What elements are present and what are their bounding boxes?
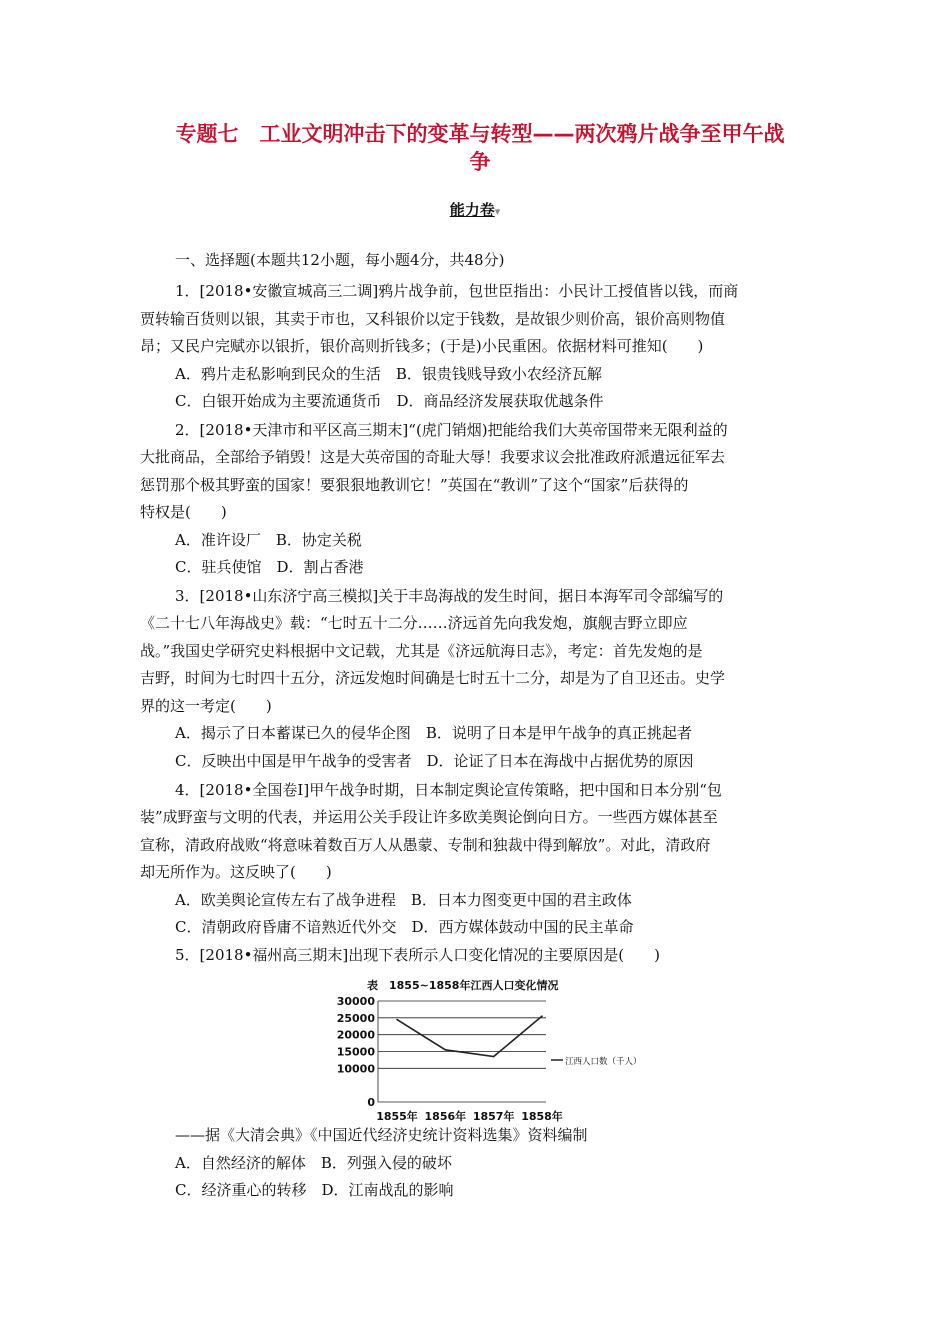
chart-legend bbox=[551, 1056, 642, 1067]
population-line-chart bbox=[330, 976, 650, 1126]
chart-series bbox=[396, 1015, 543, 1057]
page-title-line2: 争 bbox=[469, 150, 491, 174]
q1-options-cd: C．白银开始成为主要流通货币 D．商品经济发展获取优越条件 bbox=[175, 392, 604, 410]
data-point bbox=[541, 1015, 543, 1017]
x-tick-label: 1857年 bbox=[472, 1110, 515, 1123]
q1-options-ab: A．鸦片走私影响到民众的生活 B．银贵钱贱导致小农经济瓦解 bbox=[175, 365, 602, 383]
chart-y-axis bbox=[337, 995, 376, 1109]
y-tick-label: 20000 bbox=[336, 1028, 375, 1042]
data-point bbox=[493, 1056, 495, 1058]
q4-line: 装”成野蛮与文明的代表，并运用公关手段让许多欧美舆论倒向日方。一些西方媒体甚至 bbox=[140, 808, 718, 826]
q3-line: 3．[2018•山东济宁高三模拟]关于丰岛海战的发生时间，据日本海军司令部编写的 bbox=[175, 587, 724, 605]
chart-x-axis bbox=[376, 1109, 563, 1123]
q5-source: ——据《大清会典》《中国近代经济史统计资料选集》资料编制 bbox=[175, 1126, 588, 1144]
q2-line: 惩罚那个极其野蛮的国家！要狠狠地教训它！”英国在“教训”了这个“国家”后获得的 bbox=[140, 476, 689, 494]
q2-line: 2．[2018•天津市和平区高三期末]“(虎门销烟)把能给我们大英帝国带来无限利益的 bbox=[175, 421, 728, 439]
y-tick-label: 0 bbox=[367, 1096, 375, 1109]
section-heading: 一、选择题(本题共12小题，每小题4分，共48分) bbox=[175, 251, 505, 269]
q4-line: 4．[2018•全国卷Ⅰ]甲午战争时期，日本制定舆论宣传策略，把中国和日本分别“包 bbox=[175, 781, 722, 799]
q1-line: 1．[2018•安徽宣城高三二调]鸦片战争前，包世臣指出：小民计工授值皆以钱，而商 bbox=[175, 282, 739, 300]
triangle-marker-icon: ▾ bbox=[494, 205, 501, 218]
q4-options-ab: A．欧美舆论宣传左右了战争进程 B．日本力图变更中国的君主政体 bbox=[175, 891, 632, 909]
q2-line: 大批商品，全部给予销毁！这是大英帝国的奇耻大辱！我要求议会批准政府派遣远征军去 bbox=[140, 448, 726, 466]
data-point bbox=[445, 1049, 447, 1051]
q1-line: 贾转输百货则以银，其卖于市也，又科银价以定于钱数，是故银少则价高，银价高则物值 bbox=[140, 310, 726, 328]
q1-line: 昂；又民户完赋亦以银折，银价高则折钱多；(于是)小民重困。依据材料可推知( ) bbox=[140, 337, 704, 355]
data-point bbox=[396, 1019, 398, 1021]
series-line bbox=[397, 1016, 542, 1056]
q3-line: 战。”我国史学研究史料根据中文记载，尤其是《济远航海日志》，考定：首先发炮的是 bbox=[140, 642, 703, 660]
q2-options-ab: A．准许设厂 B．协定关税 bbox=[175, 531, 362, 549]
x-tick-label: 1855年 bbox=[376, 1110, 418, 1123]
q5-options-ab: A．自然经济的解体 B．列强入侵的破坏 bbox=[175, 1154, 452, 1172]
y-tick-label: 15000 bbox=[336, 1045, 375, 1059]
subtitle-text: 能力卷 bbox=[449, 201, 495, 219]
q3-line: 《二十七八年海战史》载：“七时五十二分……济远首先向我发炮，旗舰吉野立即应 bbox=[140, 614, 688, 632]
q4-options-cd: C．清朝政府昏庸不谙熟近代外交 D．西方媒体鼓动中国的民主革命 bbox=[175, 918, 634, 936]
y-tick-label: 25000 bbox=[336, 1011, 375, 1025]
q5-options-cd: C．经济重心的转移 D．江南战乱的影响 bbox=[175, 1181, 454, 1199]
q2-options-cd: C．驻兵使馆 D．割占香港 bbox=[175, 558, 364, 576]
chart-title: 表 1855~1858年江西人口变化情况 bbox=[367, 979, 559, 992]
q3-options-cd: C．反映出中国是甲午战争的受害者 D．论证了日本在海战中占据优势的原因 bbox=[175, 752, 694, 770]
q4-line: 宣称，清政府战败“将意味着数百万人从愚蒙、专制和独裁中得到解放”。对此，清政府 bbox=[140, 836, 711, 854]
q3-options-ab: A．揭示了日本蓄谋已久的侵华企图 B．说明了日本是甲午战争的真正挑起者 bbox=[175, 724, 692, 742]
x-tick-label: 1858年 bbox=[521, 1110, 563, 1123]
x-tick-label: 1856年 bbox=[424, 1110, 467, 1123]
subtitle bbox=[0, 199, 950, 220]
y-tick-label: 10000 bbox=[336, 1062, 375, 1076]
q5-line: 5．[2018•福州高三期末]出现下表所示人口变化情况的主要原因是( ) bbox=[175, 946, 660, 964]
q2-line: 特权是( ) bbox=[140, 503, 227, 521]
q4-line: 却无所作为。这反映了( ) bbox=[140, 863, 332, 881]
y-tick-label: 30000 bbox=[336, 995, 375, 1008]
q3-line: 吉野，时间为七时四十五分，济远发炮时间确是七时五十二分，却是为了自卫还击。史学 bbox=[140, 669, 726, 687]
legend-label: 江西人口数（千人） bbox=[565, 1057, 642, 1067]
page-title-line1: 专题七 工业文明冲击下的变革与转型——两次鸦片战争至甲午战 bbox=[175, 122, 785, 146]
q3-line: 界的这一考定( ) bbox=[140, 697, 272, 715]
